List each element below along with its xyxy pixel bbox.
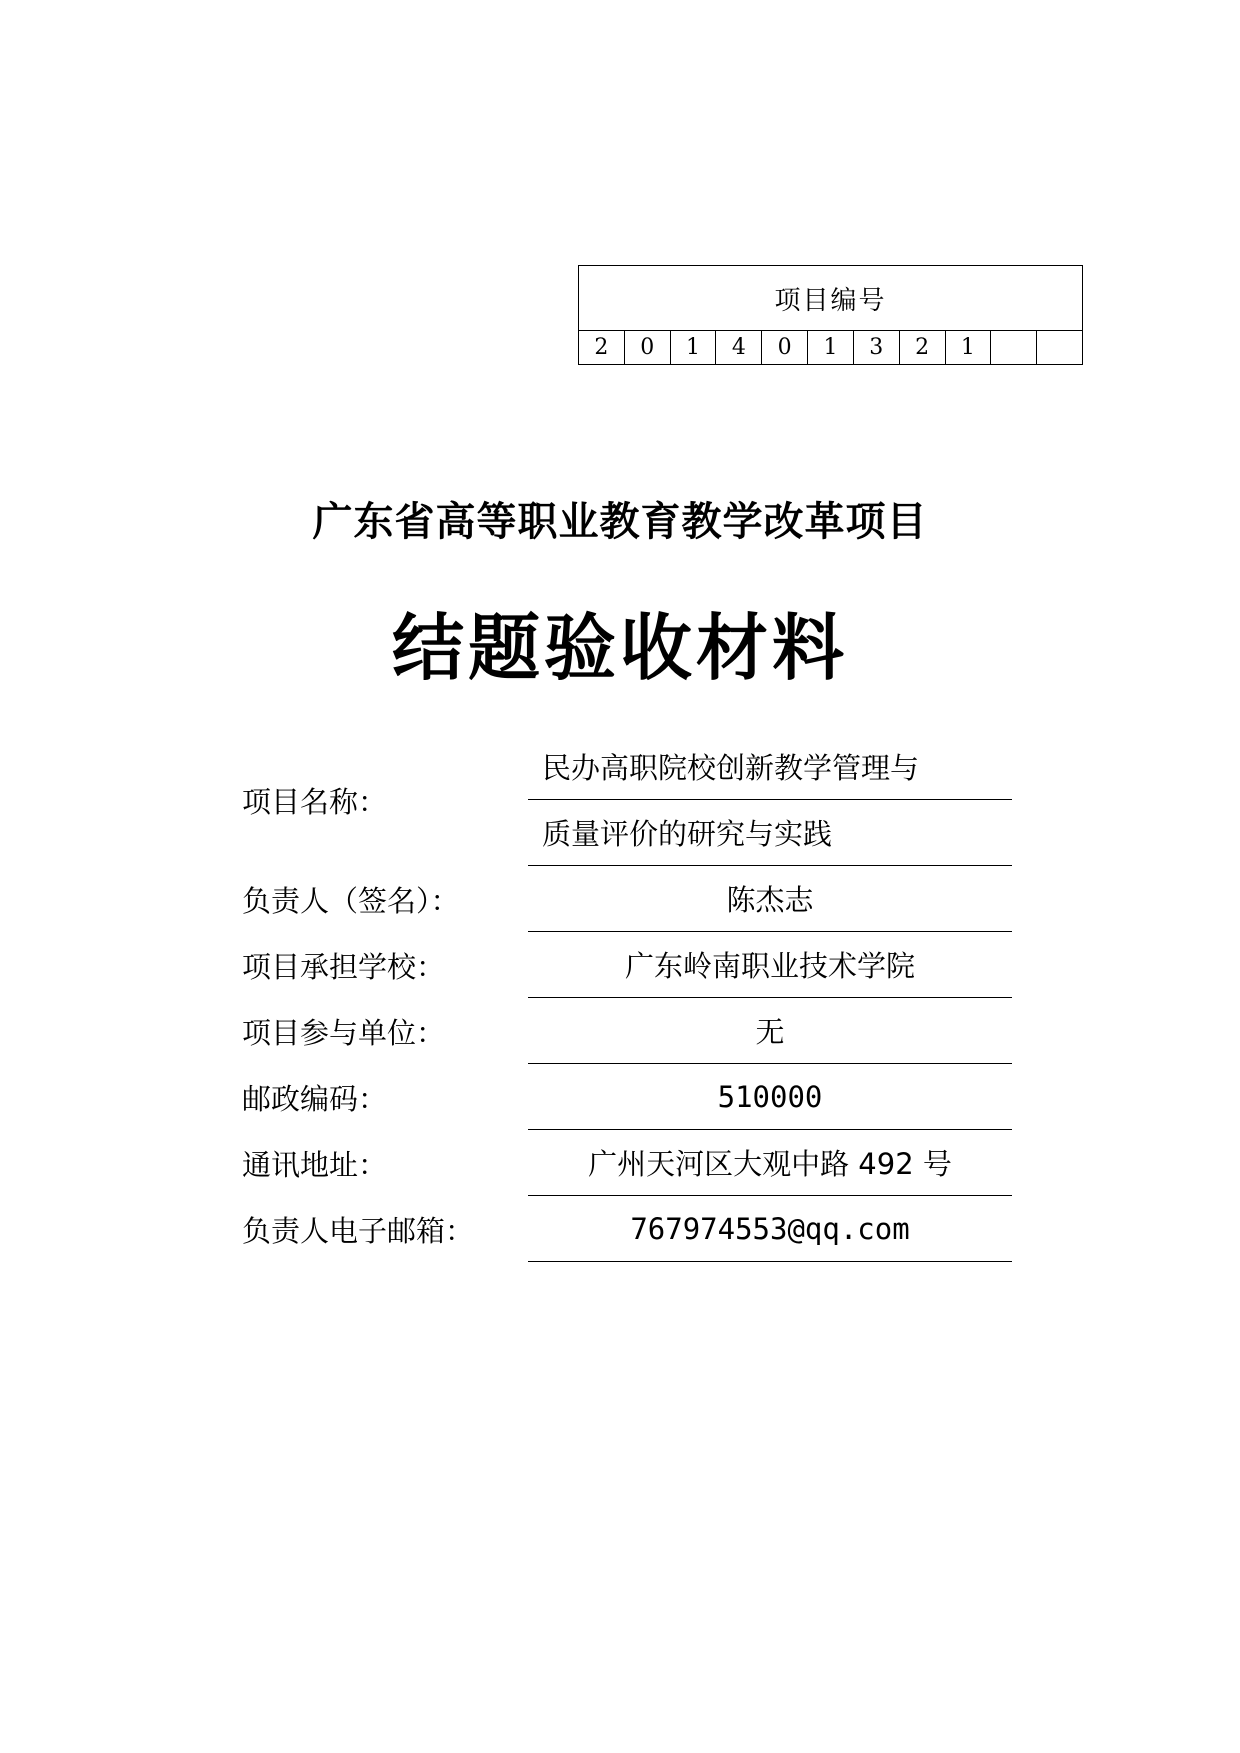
email-row <box>242 1196 1012 1262</box>
address-row <box>242 1130 1012 1196</box>
project-number-box <box>578 265 1083 365</box>
leader-row <box>242 866 1012 932</box>
partner-label: 项目参与单位： <box>242 1015 446 1050</box>
project-number-digit <box>991 331 1037 364</box>
postcode-label: 邮政编码： <box>242 1081 388 1116</box>
project-number-digit: 4 <box>716 331 762 364</box>
address-value: 广州天河区大观中路 492 号 <box>528 1130 1012 1196</box>
project-number-digit: 2 <box>900 331 946 364</box>
project-number-cells <box>579 331 1082 364</box>
partner-value: 无 <box>528 998 1012 1064</box>
document-title: 广东省高等职业教育教学改革项目 <box>312 499 928 545</box>
project-name-value-line1: 民办高职院校创新教学管理与 <box>528 734 1012 800</box>
project-name-label: 项目名称： <box>242 784 388 819</box>
project-name-row <box>242 734 1012 866</box>
email-value: 767974553@qq.com <box>528 1196 1012 1262</box>
postcode-value: 510000 <box>528 1064 1012 1130</box>
project-number-digit: 1 <box>946 331 992 364</box>
project-number-digit: 2 <box>579 331 625 364</box>
school-value: 广东岭南职业技术学院 <box>528 932 1012 998</box>
project-number-label: 项目编号 <box>579 266 1082 331</box>
project-number-digit: 1 <box>671 331 717 364</box>
project-number-digit: 3 <box>854 331 900 364</box>
school-row <box>242 932 1012 998</box>
project-name-value-line2: 质量评价的研究与实践 <box>528 800 1012 866</box>
postcode-row <box>242 1064 1012 1130</box>
partner-row <box>242 998 1012 1064</box>
school-label: 项目承担学校： <box>242 949 446 984</box>
project-number-digit: 0 <box>625 331 671 364</box>
address-label: 通讯地址： <box>242 1147 388 1182</box>
project-number-digit: 0 <box>762 331 808 364</box>
leader-label: 负责人（签名）： <box>242 883 460 918</box>
document-subtitle: 结题验收材料 <box>391 606 848 690</box>
leader-value: 陈杰志 <box>528 866 1012 932</box>
project-number-digit: 1 <box>808 331 854 364</box>
email-label: 负责人电子邮箱： <box>242 1213 475 1248</box>
project-info-form <box>242 734 1012 1262</box>
project-number-digit <box>1037 331 1082 364</box>
